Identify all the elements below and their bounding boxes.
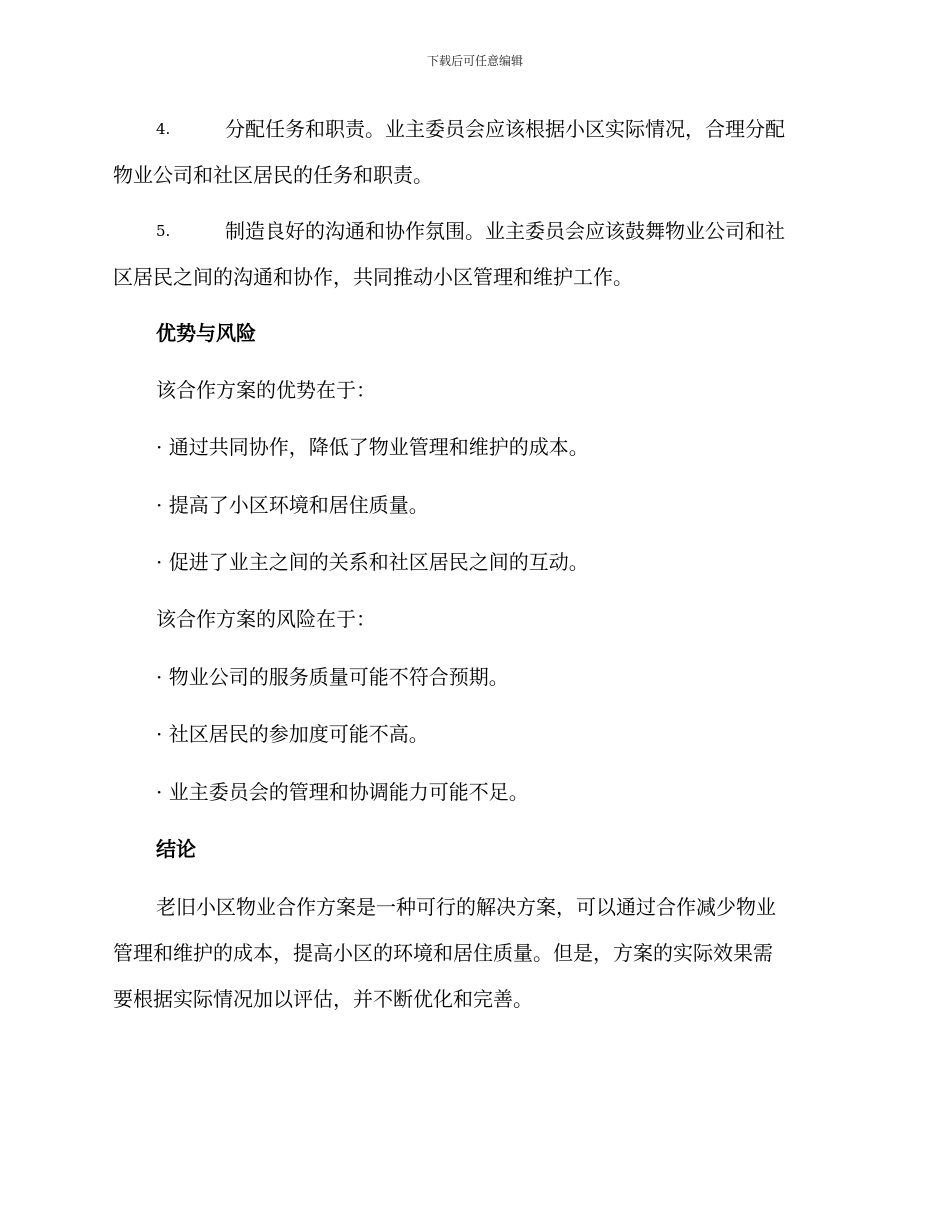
conclusion-paragraph [113,884,833,1022]
risk-bullet: · 社区居民的参加度可能不高。 [156,722,429,746]
advantages-intro: 该合作方案的优势在于： [156,378,376,402]
item-number: 5. [156,222,171,240]
item-number: 4. [156,120,171,138]
advantage-bullet: · 促进了业主之间的关系和社区居民之间的互动。 [156,550,589,574]
item-text-line: 制造良好的沟通和协作氛围。业主委员会应该鼓舞物业公司和社 [225,219,785,243]
conclusion-line: 管理和维护的成本，提高小区的环境和居住质量。但是，方案的实际效果需 [113,941,773,965]
risk-bullet: · 业主委员会的管理和协调能力可能不足。 [156,780,529,804]
section-heading: 结论 [156,837,196,861]
page-header: 下载后可任意编辑 [426,54,523,68]
risks-intro: 该合作方案的风险在于： [156,607,376,631]
numbered-item [113,208,833,300]
item-text-line: 区居民之间的沟通和协作，共同推动小区管理和维护工作。 [113,265,633,289]
conclusion-line: 老旧小区物业合作方案是一种可行的解决方案，可以通过合作减少物业 [156,895,776,919]
conclusion-line: 要根据实际情况加以评估，并不断优化和完善。 [113,987,533,1011]
section-heading: 优势与风险 [156,321,256,345]
item-text-line: 分配任务和职责。业主委员会应该根据小区实际情况，合理分配 [225,117,785,141]
advantage-bullet: · 通过共同协作，降低了物业管理和维护的成本。 [156,435,589,459]
numbered-item [113,106,833,198]
risk-bullet: · 物业公司的服务质量可能不符合预期。 [156,665,509,689]
advantage-bullet: · 提高了小区环境和居住质量。 [156,493,429,517]
item-text-line: 物业公司和社区居民的任务和职责。 [113,163,433,187]
